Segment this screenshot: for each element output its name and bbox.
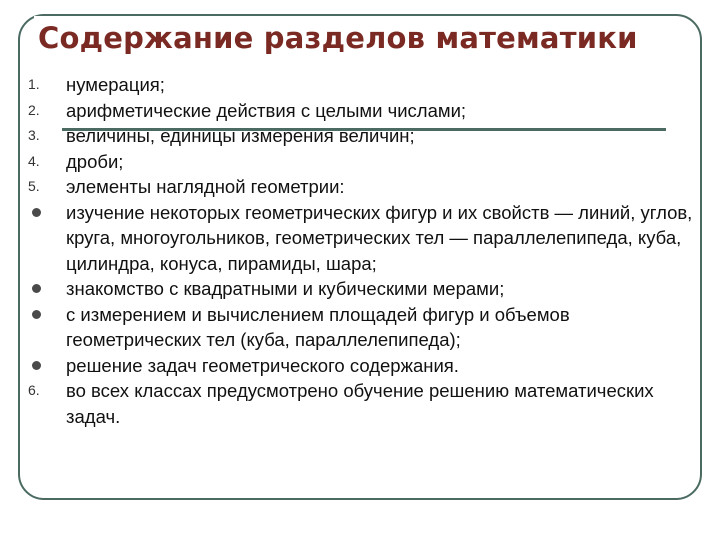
list-item-text: арифметические действия с целыми числами;: [66, 99, 467, 121]
list-item-1: [20, 72, 700, 98]
bullet-icon: [32, 310, 41, 319]
slide-title: Содержание разделов математики: [34, 16, 642, 60]
list-number: 6.: [28, 382, 40, 398]
list-item-5: [20, 174, 700, 200]
list-item-6: [20, 378, 700, 429]
list-item-text: знакомство с квадратными и кубическими мерами;: [66, 278, 505, 299]
list-item-text: изучение некоторых геометрических фигур и их свойств — линий, углов, круга, многоугольников, геометрических тел — параллелепипеда, куба, цилиндра, конуса, пирамиды, шара;: [66, 201, 693, 274]
list-item-text: с измерением и вычислением площадей фигур и объемов геометрических тел (куба, параллелепипеда);: [66, 303, 570, 350]
list-item-2: [20, 98, 700, 124]
sub-item-4: [20, 353, 700, 379]
sub-item-2: [20, 276, 700, 302]
content-list: [20, 72, 700, 429]
list-number: 3.: [28, 127, 40, 143]
bullet-icon: [32, 208, 41, 217]
list-item-3: [20, 123, 700, 149]
list-number: 1.: [28, 76, 40, 92]
bullet-icon: [32, 361, 41, 370]
list-number: 2.: [28, 101, 40, 118]
list-item-text: во всех классах предусмотрено обучение решению математических задач.: [66, 380, 654, 427]
list-number: 5.: [28, 178, 40, 194]
list-item-text: дроби;: [66, 150, 124, 172]
list-item-text: решение задач геометрического содержания.: [66, 354, 459, 376]
list-number: 4.: [28, 152, 40, 169]
list-item-4: [20, 149, 700, 175]
sub-item-3: [20, 302, 700, 353]
bullet-icon: [32, 284, 41, 293]
sub-item-1: [20, 200, 700, 277]
list-item-text: величины, единицы измерения величин;: [66, 125, 415, 146]
list-item-text: элементы наглядной геометрии:: [66, 176, 345, 197]
list-item-text: нумерация;: [66, 74, 165, 95]
